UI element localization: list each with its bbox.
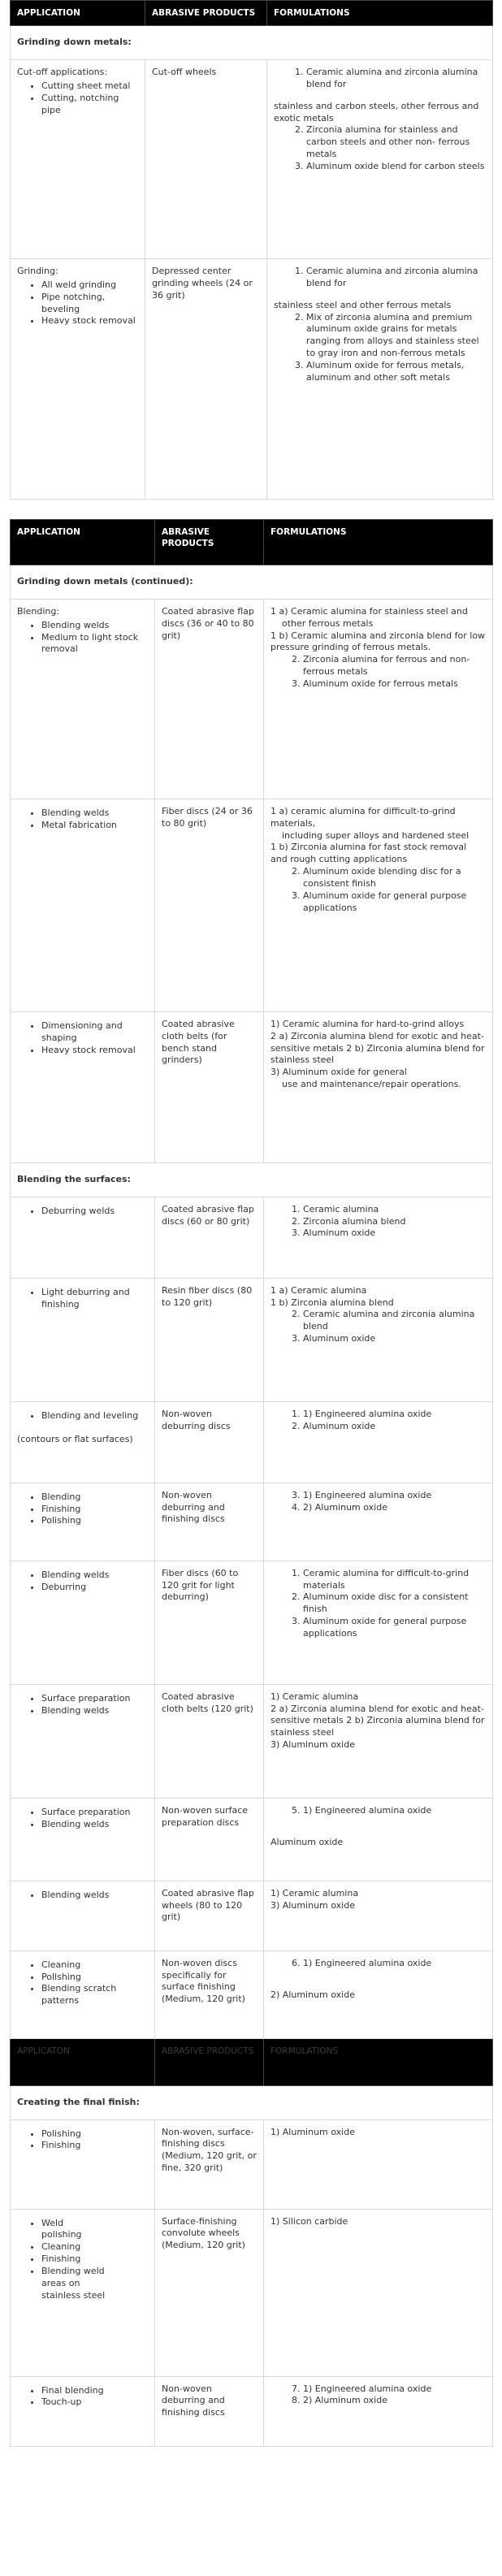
formulation-item: 6. 1) Engineered alumina oxide [303,1958,486,1970]
application-item: • Touch-up [41,2396,148,2409]
formulation-item: 3. Aluminum oxide for general purpose applications [303,890,486,915]
application-item: • Final blending [41,2385,148,2397]
formulation-text: 1 a) ceramic alumina for difficult-to-grind materials, [270,805,456,829]
formulation-item: 1. Ceramic alumina [303,1204,486,1216]
header-formulations: FORMULATIONS [264,2038,493,2085]
application-title: Blending: [17,605,60,617]
header-abrasive-products: ABRASIVE PRODUCTS [155,520,264,565]
product-cell: Non-woven, surface-finishing discs (Medium, 120 grit, or fine, 320 grit) [155,2119,264,2209]
header-application: APPLICATION [11,1,145,26]
product-cell: Non-woven deburring and finishing discs [155,2376,264,2446]
header-application: APPLICATON [11,2038,155,2085]
table-row [11,60,493,259]
product-cell: Resin fiber discs (80 to 120 grit) [155,1278,264,1401]
formulation-text: use and maintenance/repair operations. [282,1079,461,1090]
formulation-item: 1. Ceramic alumina for difficult-to-grind materials [303,1568,486,1592]
section-title: Blending the surfaces: [11,1162,493,1197]
formulation-item: 2. Zirconia alumina blend [303,1216,486,1228]
application-item: • Blending welds [41,620,148,632]
table-row [11,1401,493,1483]
application-item: • All weld grinding [41,279,138,292]
product-cell: Non-woven deburring and finishing discs [155,1483,264,1561]
application-item: • Cutting, notching pipe [41,93,138,117]
page [10,0,492,2447]
application-item: • Blending welds [41,1819,148,1831]
application-item: • Cleaning [41,1959,148,1972]
formulation-text: 2 a) Zirconia alumina blend for exotic and heat-sensitive metals 2 b) Zirconia alumina blend for stainless steel [270,1703,485,1738]
application-item: • Dimensioning and shaping [41,1020,148,1045]
application-note: (contours or flat surfaces) [17,1433,133,1444]
application-item: • Heavy stock removal [41,315,138,327]
formulation-item: 2. Mix of zirconia alumina and premium aluminum oxide grains for metals ranging from alloys and stainless steel to gray iron and non-ferrous metals [306,312,486,360]
table-row [11,1011,493,1162]
application-item: • Cleaning [41,2241,106,2253]
product-cell: Coated abrasive flap wheels (80 to 120 grit) [155,1881,264,1950]
application-item: • Cutting sheet metal [41,80,138,93]
abrasives-table-1 [10,0,493,500]
formulation-text: 1) Ceramic alumina [270,1691,359,1702]
formulation-item: 3. Aluminum oxide [303,1333,486,1345]
table-row [11,2376,493,2446]
table-row [11,2119,493,2209]
application-item: • Light deburring and finishing [41,1287,148,1311]
table-row [11,2209,493,2376]
formulation-item: 2. Aluminum oxide disc for a consistent finish [303,1591,486,1616]
formulation-text: 3) Aluminum oxide for general [270,1067,407,1078]
formulation-item: 3. 1) Engineered alumina oxide [303,1490,486,1502]
section-title: Creating the final finish: [11,2085,493,2119]
application-item: • Blending welds [41,1569,148,1582]
section-title: Grinding down metals: [11,26,493,60]
table-row [11,1561,493,1684]
application-item: • Blending [41,1491,148,1504]
header-formulations: FORMULATIONS [264,520,493,565]
table-row [11,1798,493,1881]
formulation-text: including super alloys and hardened steel [282,829,470,841]
table-row [11,1483,493,1561]
formulation-item: 3. Aluminum oxide for ferrous metals [303,678,486,691]
product-cell: Non-woven discs specifically for surface finishing (Medium, 120 grit) [155,1950,264,2038]
table-row [11,1197,493,1278]
application-title: Grinding: [17,266,58,277]
header-row [11,1,493,26]
formulation-text: 3) Aluminum oxide [270,1739,355,1751]
formulation-text: 1) Aluminum oxide [270,2126,355,2137]
formulation-item: 2. Aluminum oxide [303,1421,486,1433]
product-cell: Coated abrasive flap discs (60 or 80 grit) [155,1197,264,1278]
formulation-text: 3) Aluminum oxide [270,1899,355,1911]
formulation-text: 2 a) Zirconia alumina blend for exotic and heat-sensitive metals 2 b) Zirconia alumina blend for stainless steel [270,1030,485,1066]
formulation-item: 2. Ceramic alumina and zirconia alumina blend [303,1309,486,1333]
application-item: • Blending scratch patterns [41,1983,148,2007]
formulation-text: 1 a) Ceramic alumina for stainless steel and [270,605,468,617]
section-title: Grinding down metals (continued): [11,565,493,600]
application-item: • Blending welds [41,1705,148,1717]
product-cell: Coated abrasive flap discs (36 or 40 to 80 grit) [155,599,264,799]
formulation-text: 1 b) Zirconia alumina blend [270,1297,394,1308]
header-row [11,2038,493,2085]
formulation-item: 3. Aluminum oxide for ferrous metals, aluminum and other soft metals [306,360,486,384]
application-item: • Pipe notching, beveling [41,292,138,316]
application-item: • Surface preparation [41,1807,148,1819]
header-abrasive-products: ABRASIVE PRODUCTS [155,2038,264,2085]
formulation-item: 4. 2) Aluminum oxide [303,1502,486,1514]
application-item: • Heavy stock removal [41,1045,148,1057]
formulation-item: 5. 1) Engineered alumina oxide [303,1805,486,1817]
formulation-item: 3. Aluminum oxide [303,1227,486,1240]
product-cell: Coated abrasive cloth belts (for bench stand grinders) [155,1011,264,1162]
application-item: • Weld polishing [41,2218,106,2242]
product-cell: Non-woven deburring discs [155,1401,264,1483]
formulation-item: 2. Zirconia alumina for ferrous and non-ferrous metals [303,654,486,678]
formulation-item: 2. Aluminum oxide blending disc for a consistent finish [303,866,486,890]
formulation-text: 1 b) Zirconia alumina for fast stock removal and rough cutting applications [270,842,467,865]
application-item: • Medium to light stock removal [41,632,148,656]
table-row [11,599,493,799]
application-item: • Blending weld areas on stainless steel [41,2266,106,2302]
abrasives-table-2 [10,519,493,2447]
application-item: • Blending welds [41,1890,148,1902]
product-cell: Surface-finishing convolute wheels (Medium, 120 grit) [155,2209,264,2376]
formulation-item: 1. 1) Engineered alumina oxide [303,1409,486,1421]
application-item: • Polishing [41,1515,148,1527]
formulation-text: other ferrous metals [282,617,374,629]
application-item: • Finishing [41,1504,148,1516]
product-cell: Coated abrasive cloth belts (120 grit) [155,1684,264,1798]
formulation-text: 1 b) Ceramic alumina and zirconia blend for low pressure grinding of ferrous metals. [270,630,486,653]
formulation-item: 7. 1) Engineered alumina oxide [303,2383,486,2396]
application-item: • Metal fabrication [41,820,148,832]
formulation-text: 2) Aluminum oxide [270,1989,355,2000]
header-formulations: FORMULATIONS [267,1,493,26]
application-item: • Surface preparation [41,1693,148,1705]
application-item: • Blending welds [41,807,148,820]
product-cell: Fiber discs (24 or 36 to 80 grit) [155,799,264,1011]
product-cell: Depressed center grinding wheels (24 or 36 grit) [145,259,267,500]
header-application: APPLICATION [11,520,155,565]
formulation-text: 1 a) Ceramic alumina [270,1284,367,1296]
formulation-text: 1) Ceramic alumina for hard-to-grind alloys [270,1018,465,1029]
table-row [11,1950,493,2038]
product-cell: Fiber discs (60 to 120 grit for light deburring) [155,1561,264,1684]
formulation-text: stainless steel and other ferrous metals [274,299,452,310]
formulation-item: 1. Ceramic alumina and zirconia alumina blend for [306,67,486,91]
header-abrasive-products: ABRASIVE PRODUCTS [145,1,267,26]
formulation-text: 1) Ceramic alumina [270,1887,359,1898]
table-row [11,799,493,1011]
formulation-text: Aluminum oxide [270,1836,344,1847]
application-item: • Blending and leveling [41,1410,148,1422]
header-row [11,520,493,565]
formulation-item: 3. Aluminum oxide blend for carbon steels [306,161,486,173]
application-item: • Finishing [41,2140,148,2152]
formulation-item: 8. 2) Aluminum oxide [303,2395,486,2407]
formulation-text: 1) Silicon carbide [270,2215,348,2227]
application-title: Cut-off applications: [17,67,108,78]
product-cell: Cut-off wheels [145,60,267,259]
table-row [11,259,493,500]
application-item: • Polishing [41,1972,148,1984]
formulation-item: 1. Ceramic alumina and zirconia alumina blend for [306,266,486,290]
table-row [11,1278,493,1401]
table-row [11,1881,493,1950]
application-item: • Deburring [41,1582,148,1594]
table-row [11,1684,493,1798]
formulation-text: stainless and carbon steels, other ferrous and exotic metals [274,100,479,123]
formulation-item: 3. Aluminum oxide for general purpose applications [303,1616,486,1640]
formulation-item: 2. Zirconia alumina for stainless and carbon steels and other non- ferrous metals [306,124,486,161]
product-cell: Non-woven surface preparation discs [155,1798,264,1881]
application-item: • Deburring welds [41,1206,148,1218]
application-item: • Polishing [41,2128,148,2141]
application-item: • Finishing [41,2253,106,2266]
